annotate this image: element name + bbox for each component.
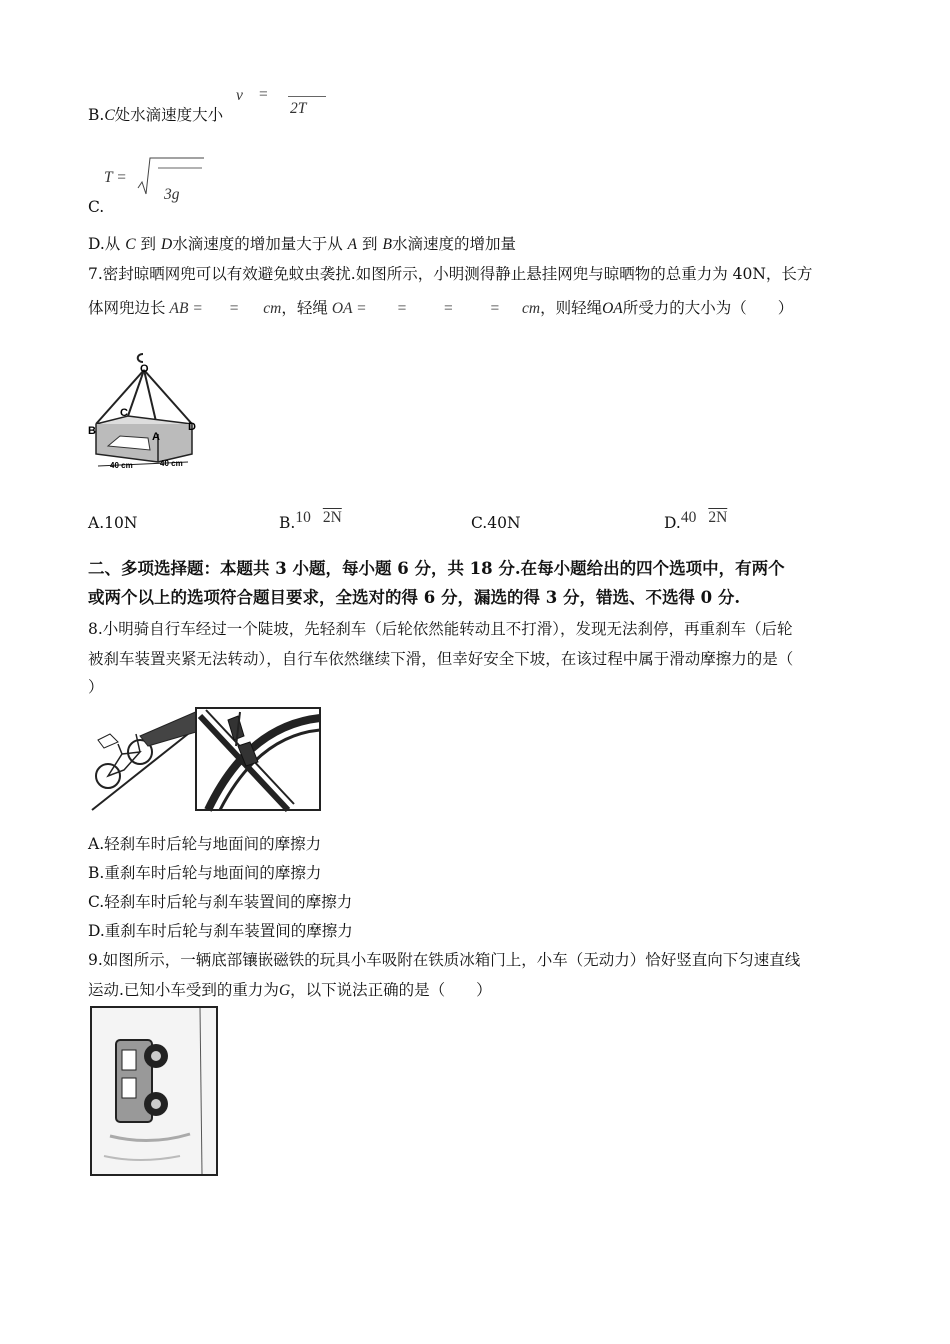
var: OA (602, 300, 623, 317)
fraction-bar (288, 96, 326, 97)
option-unit: 2N (322, 509, 342, 526)
q8-stem-line3: ） (88, 678, 104, 696)
text: ，则轻绳 (540, 299, 603, 317)
q7-option-a[interactable] (88, 513, 137, 533)
option-label: D. (664, 514, 681, 532)
label-d: D (188, 421, 196, 433)
formula: = (443, 300, 454, 317)
q7-stem-line2 (88, 298, 793, 319)
formula-den: 2T (290, 100, 307, 117)
section2-heading-line2: 或两个以上的选项符合题目要求，全选对的得 6 分，漏选的得 3 分，错选、不选得 0 分. (88, 588, 741, 607)
formula: cm (263, 300, 282, 317)
q8-option-a[interactable]: A.轻刹车时后轮与地面间的摩擦力 (88, 835, 322, 853)
q6-option-c: C. (88, 198, 105, 216)
label-b: B (88, 425, 96, 437)
q8-option-c[interactable]: C.轻刹车时后轮与刹车装置间的摩擦力 (88, 893, 353, 911)
text: 到 (140, 235, 157, 253)
formula: = (228, 300, 240, 317)
dim-40cm-right: 40 cm (160, 459, 183, 468)
q9-stem-line2 (88, 980, 492, 1001)
option-value: 40N (487, 514, 521, 532)
formula: OA = (331, 300, 367, 317)
label-c: C (120, 407, 128, 419)
formula: AB = (169, 300, 203, 317)
option-value: 40 (680, 509, 697, 526)
net-bag-figure (88, 350, 200, 470)
option-value: 10N (104, 514, 138, 532)
text: D.从 (88, 235, 121, 253)
q6-c-formula (104, 168, 180, 203)
q9-stem-line1: 9.如图所示，一辆底部镶嵌磁铁的玩具小车吸附在铁质冰箱门上，小车（无动力）恰好竖直向下匀速直线 (88, 951, 801, 969)
dim-40cm-left: 40 cm (110, 461, 133, 470)
q8-stem-line2: 被刹车装置夹紧无法转动），自行车依然继续下滑，但幸好安全下坡，在该过程中属于滑动摩擦力的是（ (88, 650, 794, 668)
formula-lhs: T = (104, 169, 127, 186)
var: B (382, 236, 392, 253)
var: C (125, 236, 136, 253)
q6-option-d (88, 234, 516, 255)
option-label: C. (471, 514, 488, 532)
q8-option-d[interactable]: D.重刹车时后轮与刹车装置间的摩擦力 (88, 922, 353, 940)
var: C (104, 107, 115, 124)
formula: = (489, 300, 500, 317)
text: 到 (362, 235, 378, 253)
option-text: 处水滴速度大小 (114, 106, 224, 124)
q8-option-b[interactable]: B.重刹车时后轮与地面间的摩擦力 (88, 864, 322, 882)
formula-lhs: v (236, 87, 243, 104)
text: ，轻绳 (281, 299, 328, 317)
option-label: A. (88, 514, 105, 532)
text: 所受力的大小为（ ） (622, 299, 794, 317)
text: 运动.已知小车受到的重力为 (88, 981, 279, 999)
label-o: O (140, 363, 149, 375)
label-a: A (152, 431, 160, 443)
text: 体网兜边长 (88, 299, 166, 317)
option-unit: 2N (708, 509, 728, 526)
var: D (160, 236, 173, 253)
text: ，以下说法正确的是（ ） (290, 981, 492, 999)
option-label: B. (88, 106, 105, 124)
q6-option-b (88, 105, 223, 126)
q7-option-c[interactable] (471, 513, 521, 533)
q7-stem-line1: 7.密封晾晒网兜可以有效避免蚊虫袭扰.如图所示，小明测得静止悬挂网兜与晾晒物的总重力为 40N，长方 (88, 265, 813, 283)
section2-heading-line1: 二、多项选择题：本题共 3 小题，每小题 6 分，共 18 分.在每小题给出的四个选项中，有两个 (88, 559, 785, 578)
option-value: 10 (295, 509, 311, 526)
q8-stem-line1: 8.小明骑自行车经过一个陡坡，先轻刹车（后轮依然能转动且不打滑），发现无法刹停，再重刹车（后轮 (88, 620, 793, 638)
formula-eq: = (258, 86, 269, 103)
formula-den: 3g (164, 186, 180, 203)
toy-car-figure (90, 1006, 220, 1178)
bicycle-brake-figure (88, 706, 322, 812)
var: A (347, 236, 358, 253)
q7-option-b[interactable] (279, 509, 342, 534)
q7-option-d[interactable] (664, 509, 728, 534)
var: G (278, 982, 291, 999)
formula: cm (521, 300, 541, 317)
text: 水滴速度的增加量 (391, 235, 516, 253)
text: 水滴速度的增加量大于从 (172, 235, 343, 253)
option-label: B. (279, 514, 296, 532)
q6-b-formula (236, 86, 307, 117)
formula: = (396, 300, 408, 317)
